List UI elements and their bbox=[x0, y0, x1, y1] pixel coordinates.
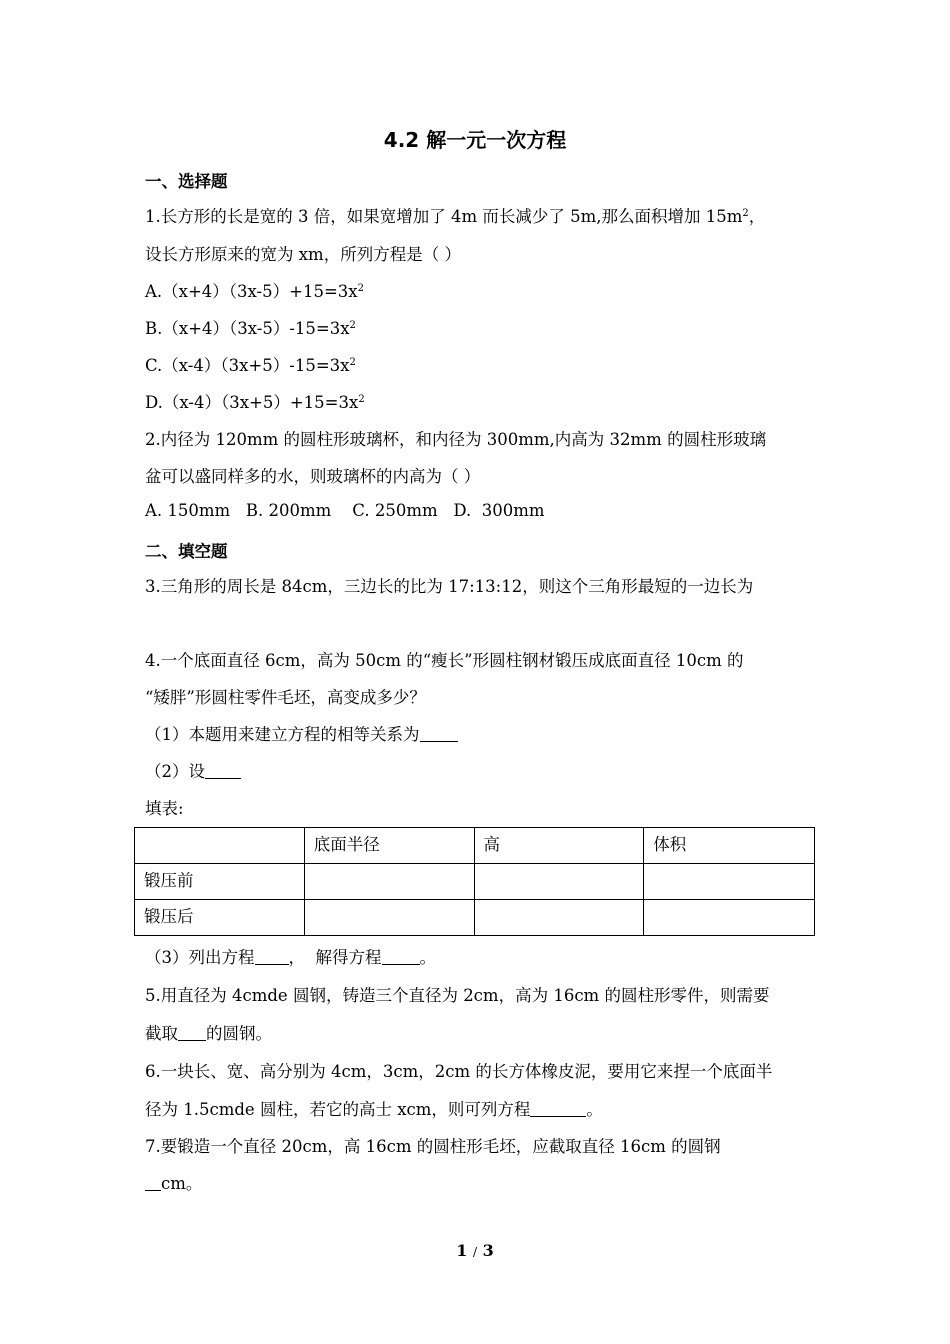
question-7-line-1: 7.要锻造一个直径 20cm，高 16cm 的圆柱形毛坯，应截取直径 16cm 的圆钢 bbox=[145, 1137, 721, 1156]
question-5-text: 截取 bbox=[145, 1024, 178, 1043]
option-b bbox=[145, 315, 825, 339]
page-separator: / bbox=[472, 1245, 478, 1259]
question-4-sub-3 bbox=[145, 944, 825, 968]
superscript: 2 bbox=[349, 320, 356, 331]
total-pages: 3 bbox=[482, 1241, 494, 1260]
question-5-line-2 bbox=[145, 1020, 825, 1044]
question-3-line-1: 3.三角形的周长是 84cm，三边长的比为 17:13:12，则这个三角形最短的一边长为 bbox=[145, 577, 754, 596]
table-row bbox=[135, 864, 815, 900]
question-6-line-1: 6.一块长、宽、高分别为 4cm，3cm，2cm 的长方体橡皮泥，要用它来捏一个底面半 bbox=[145, 1062, 773, 1081]
answer-blank bbox=[178, 1024, 206, 1041]
answer-blank bbox=[420, 725, 458, 742]
table-cell: 锻压后 bbox=[135, 900, 305, 936]
option-b-text: B.（x+4）（3x-5）-15=3x bbox=[145, 319, 350, 338]
answer-blank bbox=[530, 1100, 586, 1117]
table-header-row bbox=[135, 828, 815, 864]
question-5-text: 的圆钢。 bbox=[206, 1024, 272, 1043]
fill-table-label: 填表: bbox=[145, 799, 184, 818]
question-6-text: 径为 1.5cmde 圆柱，若它的高士 xcm，则可列方程 bbox=[145, 1100, 531, 1119]
question-4-line-1: 4.一个底面直径 6cm，高为 50cm 的“瘦长”形圆柱钢材锻压成底面直径 10cm 的 bbox=[145, 651, 744, 670]
option-a bbox=[145, 278, 825, 302]
sub-3-text: ， 解得方程 bbox=[288, 948, 382, 967]
sub-2-text: （2）设 bbox=[145, 762, 205, 781]
table-row bbox=[135, 900, 815, 936]
question-4-sub-1 bbox=[145, 721, 825, 745]
table-cell bbox=[474, 864, 644, 900]
superscript: 2 bbox=[357, 283, 364, 294]
option-d bbox=[145, 389, 825, 413]
answer-blank bbox=[382, 948, 420, 965]
table-header-cell bbox=[135, 828, 305, 864]
question-1-text: 1.长方形的长是宽的 3 倍，如果宽增加了 4m 而长减少了 5m,那么面积增加 15m bbox=[145, 207, 743, 226]
question-7-line-2 bbox=[145, 1170, 825, 1194]
table-cell bbox=[474, 900, 644, 936]
document-title: 4.2 解一元一次方程 bbox=[383, 128, 567, 152]
table-header-cell: 高 bbox=[474, 828, 644, 864]
question-5-line-1: 5.用直径为 4cmde 圆钢，铸造三个直径为 2cm，高为 16cm 的圆柱形零件，则需要 bbox=[145, 986, 770, 1005]
sub-1-text: （1）本题用来建立方程的相等关系为 bbox=[145, 725, 420, 744]
sub-3-text: 。 bbox=[419, 948, 436, 967]
table-cell bbox=[644, 864, 815, 900]
superscript: 2 bbox=[349, 357, 356, 368]
superscript: 2 bbox=[358, 394, 365, 405]
question-2-line-1: 2.内径为 120mm 的圆柱形玻璃杯，和内径为 300mm,内高为 32mm 的圆柱形玻璃 bbox=[145, 430, 767, 449]
option-d-text: D.（x-4）（3x+5）+15=3x bbox=[145, 393, 359, 412]
question-2-line-2: 盆可以盛同样多的水，则玻璃杯的内高为（ ） bbox=[145, 467, 481, 486]
section-heading-fill: 二、填空题 bbox=[145, 542, 228, 561]
table-cell bbox=[644, 900, 815, 936]
question-7-text: cm。 bbox=[161, 1174, 203, 1193]
question-1-line-1 bbox=[145, 203, 825, 227]
sub-3-text: （3）列出方程 bbox=[145, 948, 255, 967]
table-cell: 锻压前 bbox=[135, 864, 305, 900]
answer-blank bbox=[205, 762, 241, 779]
table-cell bbox=[304, 900, 474, 936]
answer-blank bbox=[145, 1174, 161, 1191]
question-6-text: 。 bbox=[586, 1100, 603, 1119]
question-4-line-2: “矮胖”形圆柱零件毛坯，高变成多少？ bbox=[145, 688, 426, 707]
current-page: 1 bbox=[456, 1241, 468, 1260]
comma: ， bbox=[748, 207, 766, 226]
question-6-line-2 bbox=[145, 1096, 825, 1120]
option-a-text: A.（x+4）（3x-5）+15=3x bbox=[145, 282, 358, 301]
option-c bbox=[145, 352, 825, 376]
question-1-line-2: 设长方形原来的宽为 xm，所列方程是（ ） bbox=[145, 245, 461, 264]
table-header-cell: 体积 bbox=[644, 828, 815, 864]
superscript: 2 bbox=[742, 208, 749, 219]
section-heading-choice: 一、选择题 bbox=[145, 172, 228, 191]
fill-table bbox=[134, 827, 815, 936]
option-c-text: C.（x-4）（3x+5）-15=3x bbox=[145, 356, 350, 375]
question-2-options: A. 150mm B. 200mm C. 250mm D. 300mm bbox=[145, 501, 545, 520]
page-number bbox=[0, 1241, 950, 1260]
question-4-sub-2 bbox=[145, 758, 825, 782]
table-header-cell: 底面半径 bbox=[304, 828, 474, 864]
answer-blank bbox=[255, 948, 289, 965]
table-cell bbox=[304, 864, 474, 900]
